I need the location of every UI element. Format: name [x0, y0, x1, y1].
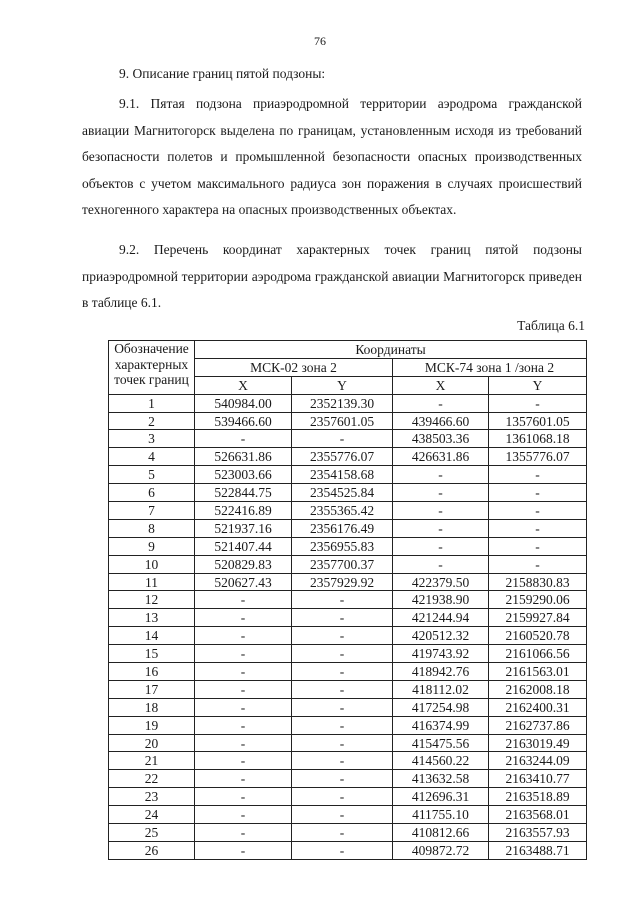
msk02-x-cell: 523003.66 — [195, 466, 292, 484]
msk74-x-cell: 426631.86 — [393, 448, 489, 466]
table-row — [109, 841, 587, 859]
msk02-x-cell: 520829.83 — [195, 555, 292, 573]
msk02-y-cell: - — [292, 841, 393, 859]
point-id-cell: 12 — [109, 591, 195, 609]
table-row — [109, 645, 587, 663]
msk74-y-cell: 2163019.49 — [489, 734, 587, 752]
msk02-x-cell: - — [195, 663, 292, 681]
table-row — [109, 627, 587, 645]
msk74-x-cell: - — [393, 484, 489, 502]
msk02-x-cell: - — [195, 698, 292, 716]
msk74-x-cell: - — [393, 394, 489, 412]
msk02-x-cell: 539466.60 — [195, 412, 292, 430]
table-row — [109, 573, 587, 591]
table-row — [109, 716, 587, 734]
msk02-y-cell: - — [292, 752, 393, 770]
point-id-cell: 3 — [109, 430, 195, 448]
msk74-y-cell: 2163557.93 — [489, 824, 587, 842]
table-row — [109, 448, 587, 466]
table-row — [109, 502, 587, 520]
table-row — [109, 770, 587, 788]
point-id-cell: 6 — [109, 484, 195, 502]
msk02-x-cell: - — [195, 591, 292, 609]
msk02-x-cell: - — [195, 824, 292, 842]
msk74-x-cell: 409872.72 — [393, 841, 489, 859]
msk02-x-cell: 522844.75 — [195, 484, 292, 502]
msk74-x-cell: 412696.31 — [393, 788, 489, 806]
table-row — [109, 394, 587, 412]
point-id-cell: 17 — [109, 680, 195, 698]
msk74-y-cell: 2158830.83 — [489, 573, 587, 591]
msk02-y-cell: 2355365.42 — [292, 502, 393, 520]
msk02-y-cell: 2356955.83 — [292, 537, 393, 555]
table-row — [109, 412, 587, 430]
point-id-cell: 14 — [109, 627, 195, 645]
msk02-y-cell: 2355776.07 — [292, 448, 393, 466]
header-coordinates: Координаты — [195, 341, 587, 359]
msk02-y-cell: - — [292, 698, 393, 716]
table-row — [109, 680, 587, 698]
msk02-y-cell: 2354525.84 — [292, 484, 393, 502]
msk02-x-cell: - — [195, 627, 292, 645]
msk74-x-cell: 417254.98 — [393, 698, 489, 716]
msk02-x-cell: 521937.16 — [195, 519, 292, 537]
point-id-cell: 23 — [109, 788, 195, 806]
msk02-x-cell: 540984.00 — [195, 394, 292, 412]
table-row — [109, 806, 587, 824]
msk02-x-cell: 526631.86 — [195, 448, 292, 466]
table-row — [109, 824, 587, 842]
table-row — [109, 519, 587, 537]
table-row — [109, 430, 587, 448]
point-id-cell: 11 — [109, 573, 195, 591]
msk74-x-cell: 416374.99 — [393, 716, 489, 734]
msk74-x-cell: 421938.90 — [393, 591, 489, 609]
header-msk74: МСК-74 зона 1 /зона 2 — [393, 358, 587, 376]
page-number: 76 — [314, 34, 326, 48]
msk02-x-cell: - — [195, 645, 292, 663]
msk02-x-cell: 520627.43 — [195, 573, 292, 591]
table-row — [109, 609, 587, 627]
msk74-y-cell: - — [489, 484, 587, 502]
msk02-y-cell: - — [292, 627, 393, 645]
msk74-y-cell: 2163488.71 — [489, 841, 587, 859]
section-heading: 9. Описание границ пятой подзоны: — [119, 66, 326, 81]
msk02-x-cell: - — [195, 806, 292, 824]
msk74-y-cell: - — [489, 394, 587, 412]
msk74-y-cell: 1357601.05 — [489, 412, 587, 430]
msk02-x-cell: - — [195, 841, 292, 859]
msk74-y-cell: - — [489, 519, 587, 537]
msk74-x-cell: 420512.32 — [393, 627, 489, 645]
msk74-y-cell: 2163410.77 — [489, 770, 587, 788]
msk74-x-cell: 438503.36 — [393, 430, 489, 448]
header-msk74-x: X — [393, 376, 489, 394]
msk74-x-cell: - — [393, 502, 489, 520]
msk02-x-cell: - — [195, 716, 292, 734]
msk74-y-cell: 2162400.31 — [489, 698, 587, 716]
point-id-cell: 2 — [109, 412, 195, 430]
msk74-x-cell: 418942.76 — [393, 663, 489, 681]
msk74-y-cell: 2159927.84 — [489, 609, 587, 627]
msk02-y-cell: 2354158.68 — [292, 466, 393, 484]
msk02-y-cell: - — [292, 680, 393, 698]
header-msk02-y: Y — [292, 376, 393, 394]
point-id-cell: 1 — [109, 394, 195, 412]
header-msk02: МСК-02 зона 2 — [195, 358, 393, 376]
msk74-x-cell: 415475.56 — [393, 734, 489, 752]
paragraph-9-1: 9.1. Пятая подзона приаэродромной территории аэродрома гражданской авиации Магнитогорск выделена по границам, установленным исходя из требований безопасности полетов и промышленной безопасности опасных производственных объектов с учетом максимального радиуса зон поражения в случаях происшествий техногенного характера на опасных производственных объектах. — [82, 96, 582, 217]
table-row — [109, 484, 587, 502]
point-id-cell: 15 — [109, 645, 195, 663]
table-header — [109, 341, 587, 395]
msk74-y-cell: 1361068.18 — [489, 430, 587, 448]
point-id-cell: 24 — [109, 806, 195, 824]
coordinates-table — [108, 340, 587, 860]
msk74-y-cell: - — [489, 502, 587, 520]
table-body — [109, 394, 587, 859]
msk74-x-cell: - — [393, 555, 489, 573]
point-id-cell: 16 — [109, 663, 195, 681]
msk74-y-cell: 2160520.78 — [489, 627, 587, 645]
msk02-x-cell: - — [195, 770, 292, 788]
header-msk74-y: Y — [489, 376, 587, 394]
msk74-x-cell: 410812.66 — [393, 824, 489, 842]
table-row — [109, 591, 587, 609]
msk74-x-cell: 413632.58 — [393, 770, 489, 788]
msk02-x-cell: 521407.44 — [195, 537, 292, 555]
msk74-y-cell: 2162008.18 — [489, 680, 587, 698]
msk74-y-cell: 2163244.09 — [489, 752, 587, 770]
table-row — [109, 698, 587, 716]
msk02-y-cell: 2357601.05 — [292, 412, 393, 430]
msk74-x-cell: 411755.10 — [393, 806, 489, 824]
msk74-y-cell: 2161066.56 — [489, 645, 587, 663]
point-id-cell: 9 — [109, 537, 195, 555]
header-point-line-3: точек границ — [114, 372, 189, 387]
msk02-y-cell: - — [292, 609, 393, 627]
msk02-y-cell: 2357700.37 — [292, 555, 393, 573]
msk74-x-cell: 419743.92 — [393, 645, 489, 663]
msk02-y-cell: 2356176.49 — [292, 519, 393, 537]
msk74-y-cell: 2159290.06 — [489, 591, 587, 609]
msk74-y-cell: 1355776.07 — [489, 448, 587, 466]
table-row — [109, 537, 587, 555]
point-id-cell: 4 — [109, 448, 195, 466]
point-id-cell: 19 — [109, 716, 195, 734]
table-row — [109, 752, 587, 770]
table-row — [109, 555, 587, 573]
msk74-x-cell: 414560.22 — [393, 752, 489, 770]
msk74-x-cell: - — [393, 466, 489, 484]
msk02-y-cell: - — [292, 716, 393, 734]
msk02-x-cell: - — [195, 430, 292, 448]
table-caption: Таблица 6.1 — [517, 318, 585, 333]
msk02-y-cell: - — [292, 788, 393, 806]
msk74-x-cell: - — [393, 537, 489, 555]
table-row — [109, 788, 587, 806]
msk02-y-cell: - — [292, 591, 393, 609]
msk02-y-cell: - — [292, 770, 393, 788]
msk02-y-cell: 2357929.92 — [292, 573, 393, 591]
msk02-x-cell: 522416.89 — [195, 502, 292, 520]
msk74-x-cell: 421244.94 — [393, 609, 489, 627]
msk74-y-cell: - — [489, 537, 587, 555]
msk02-y-cell: 2352139.30 — [292, 394, 393, 412]
msk74-y-cell: 2163568.01 — [489, 806, 587, 824]
msk74-y-cell: - — [489, 555, 587, 573]
msk02-y-cell: - — [292, 645, 393, 663]
point-id-cell: 18 — [109, 698, 195, 716]
point-id-cell: 25 — [109, 824, 195, 842]
msk74-y-cell: 2161563.01 — [489, 663, 587, 681]
msk02-x-cell: - — [195, 752, 292, 770]
header-point-line-1: Обозначение — [114, 341, 189, 356]
msk74-x-cell: 439466.60 — [393, 412, 489, 430]
msk02-x-cell: - — [195, 734, 292, 752]
msk02-y-cell: - — [292, 824, 393, 842]
msk02-y-cell: - — [292, 430, 393, 448]
paragraph-9-2: 9.2. Перечень координат характерных точек границ пятой подзоны приаэродромной территории аэродрома гражданской авиации Магнитогорск приведен в таблице 6.1. — [82, 242, 582, 310]
point-id-cell: 10 — [109, 555, 195, 573]
header-point-line-2: характерных — [114, 356, 189, 372]
point-id-cell: 21 — [109, 752, 195, 770]
msk74-y-cell: 2162737.86 — [489, 716, 587, 734]
msk02-y-cell: - — [292, 806, 393, 824]
msk74-x-cell: - — [393, 519, 489, 537]
table-row — [109, 734, 587, 752]
msk02-y-cell: - — [292, 734, 393, 752]
point-id-cell: 7 — [109, 502, 195, 520]
point-id-cell: 13 — [109, 609, 195, 627]
table-row — [109, 663, 587, 681]
header-msk02-x: X — [195, 376, 292, 394]
msk74-y-cell: 2163518.89 — [489, 788, 587, 806]
point-id-cell: 26 — [109, 841, 195, 859]
msk74-x-cell: 418112.02 — [393, 680, 489, 698]
msk02-x-cell: - — [195, 680, 292, 698]
point-id-cell: 22 — [109, 770, 195, 788]
point-id-cell: 20 — [109, 734, 195, 752]
header-point-designation — [109, 341, 195, 395]
msk02-x-cell: - — [195, 609, 292, 627]
msk74-x-cell: 422379.50 — [393, 573, 489, 591]
point-id-cell: 8 — [109, 519, 195, 537]
point-id-cell: 5 — [109, 466, 195, 484]
msk74-y-cell: - — [489, 466, 587, 484]
table-row — [109, 466, 587, 484]
msk02-x-cell: - — [195, 788, 292, 806]
msk02-y-cell: - — [292, 663, 393, 681]
